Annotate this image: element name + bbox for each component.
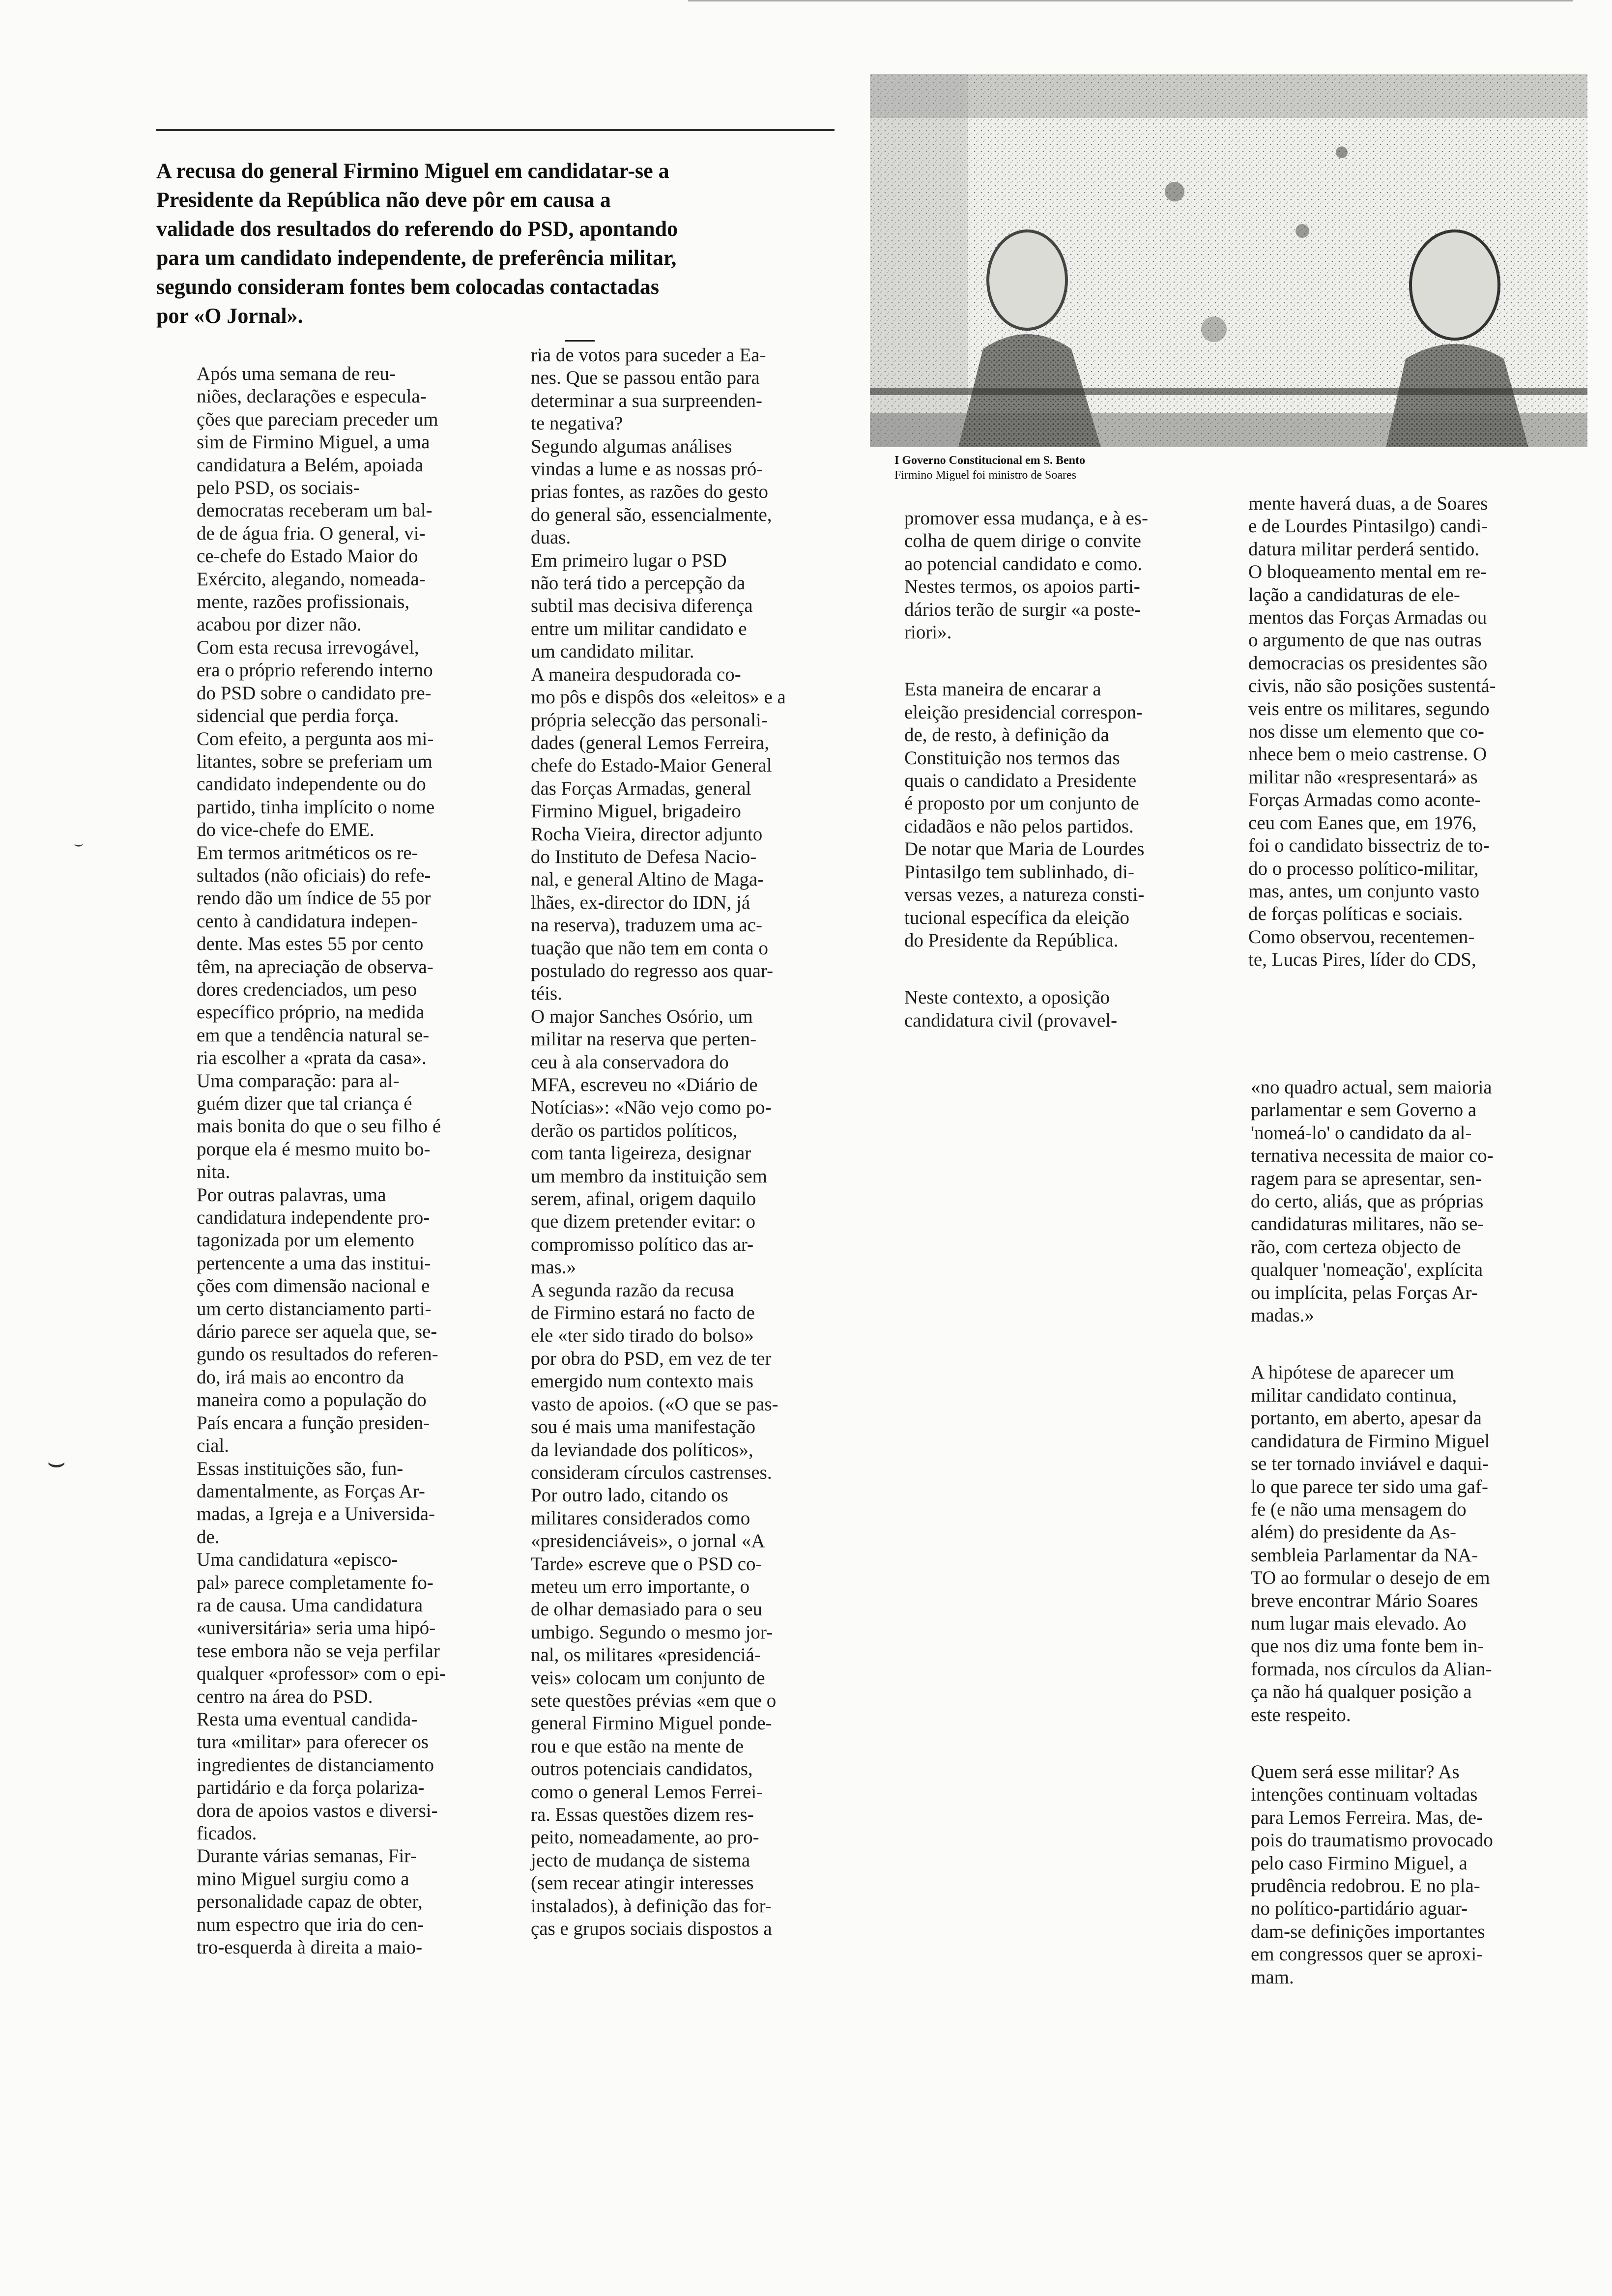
text-line: mente, razões profissionais, [197,591,410,613]
news-photo-image [870,74,1587,447]
caption-line-1: I Governo Constitucional em S. Bento [894,454,1086,467]
text-line: Nestes termos, os apoios parti- [904,576,1140,598]
text-line: datura militar perderá sentido. [1248,538,1479,560]
text-line: do PSD sobre o candidato pre- [197,682,432,704]
text-line: militares considerados como [531,1507,750,1529]
text-line: general Firmino Miguel ponde- [531,1713,772,1734]
lead-line: por «O Jornal». [156,304,303,328]
text-line: Neste contexto, a oposição [904,987,1110,1008]
news-photo [870,74,1587,447]
text-line: do, irá mais ao encontro da [197,1366,404,1388]
text-line: sim de Firmino Miguel, a uma [197,431,430,453]
text-line: Após uma semana de reu- [197,363,396,384]
text-line: nos disse um elemento que co- [1248,721,1484,743]
text-line: ceu à ala conservadora do [531,1051,729,1073]
text-line: mentos das Forças Armadas ou [1248,607,1487,629]
text-line: meteu um erro importante, o [531,1576,750,1597]
text-line: tura «militar» para oferecer os [197,1731,429,1753]
text-line: maneira como a população do [197,1389,427,1411]
text-line: que nos diz uma fonte bem in- [1251,1636,1484,1657]
text-line: madas, a Igreja e a Universida- [197,1503,435,1525]
top-rule-left [156,129,835,131]
paragraph [197,363,446,636]
text-line: O bloqueamento mental em re- [1248,561,1487,583]
text-line: (sem recear atingir interesses [531,1872,754,1894]
text-line: mo pôs e dispôs dos «eleitos» e a [531,687,786,708]
text-line: A hipótese de aparecer um [1251,1362,1454,1383]
scan-mark-glyph: ⌣ [74,835,84,853]
scan-mark-arc: ⌣ [47,1445,66,1479]
paragraph [531,344,786,435]
text-line: pois do traumatismo provocado [1251,1830,1493,1851]
text-line: democratas receberam um bal- [197,500,432,521]
text-line: veis entre os militares, segundo [1248,698,1490,719]
text-line: era o próprio referendo interno [197,660,433,681]
text-line: formada, nos círculos da Alian- [1251,1658,1492,1680]
text-line: cial. [197,1435,230,1457]
paragraph [1251,1361,1494,1726]
text-line: militar não «respresentará» as [1248,766,1478,788]
text-line: Por outro lado, citando os [531,1485,728,1506]
text-line: tese embora não se veja perfilar [197,1640,440,1662]
paragraph [904,678,1148,952]
text-line: Como observou, recentemen- [1248,926,1475,947]
text-line: do Instituto de Defesa Nacio- [531,846,757,867]
text-line: compromisso político das ar- [531,1234,754,1255]
text-line: ria de votos para suceder a Ea- [531,344,766,366]
text-line: candidato independente ou do [197,774,426,795]
text-line: postulado do regresso aos quar- [531,960,774,981]
text-line: promover essa mudança, e à es- [904,508,1148,529]
text-line: Com esta recusa irrevogável, [197,636,419,658]
text-line: que dizem pretender evitar: o [531,1211,755,1233]
text-line: candidatura independente pro- [197,1207,430,1229]
text-line: duas. [531,527,571,548]
text-line: breve encontrar Mário Soares [1251,1590,1478,1611]
text-line: TO ao formular o desejo de em [1251,1567,1490,1589]
text-line: mente haverá duas, a de Soares [1248,493,1488,514]
text-line: subtil mas decisiva diferença [531,595,753,617]
text-line: O major Sanches Osório, um [531,1005,753,1027]
text-line: guém dizer que tal criança é [197,1093,412,1114]
text-line: com tanta ligeireza, designar [531,1143,751,1164]
paragraph [197,842,446,1184]
text-line: num lugar mais elevado. Ao [1251,1612,1467,1634]
text-line: Durante várias semanas, Fir- [197,1845,417,1867]
text-line: como o general Lemos Ferrei- [531,1781,763,1803]
text-line: na reserva), traduzem uma ac- [531,915,762,936]
column-5 [1251,1076,1494,1989]
text-line: em congressos quer se aproxi- [1251,1944,1483,1965]
text-line: ra. Essas questões dizem res- [531,1804,754,1825]
text-line: partido, tinha implícito o nome [197,796,435,818]
text-line: este respeito. [1251,1704,1351,1725]
text-line: «presidenciáveis», o jornal «A [531,1530,765,1552]
text-line: niões, declarações e especula- [197,386,427,407]
text-line: fe (e não uma mensagem do [1251,1498,1467,1520]
paragraph [197,1845,446,1959]
text-line: democracias os presidentes são [1248,652,1488,674]
text-line: ficados. [197,1823,257,1844]
text-line: A maneira despudorada co- [531,663,741,685]
text-line: damentalmente, as Forças Ar- [197,1480,425,1502]
text-line: Essas instituições são, fun- [197,1458,403,1479]
text-line: para Lemos Ferreira. Mas, de- [1251,1807,1483,1828]
text-line: tagonizada por um elemento [197,1230,414,1251]
text-line: própria selecção das personali- [531,709,768,731]
text-line: ções que pareciam preceder um [197,408,438,430]
paragraph [904,986,1148,1032]
text-line: ingredientes de distanciamento [197,1754,434,1776]
text-line: de de água fria. O general, vi- [197,522,426,544]
text-line: Com efeito, a pergunta aos mi- [197,728,434,749]
paragraph [531,549,786,663]
paragraph [531,1484,786,1940]
text-line: se ter tornado inviável e daqui- [1251,1453,1489,1475]
text-line: nes. Que se passou então para [531,367,760,389]
text-line: lação a candidaturas de ele- [1248,584,1460,605]
paragraph [197,1184,446,1458]
text-line: dários terão de surgir «a poste- [904,599,1141,620]
paragraph [197,636,446,842]
text-line: Uma candidatura «episco- [197,1549,398,1571]
text-line: específico próprio, na medida [197,1002,425,1023]
text-line: mino Miguel surgiu como a [197,1868,409,1890]
text-line: foi o candidato bissectriz de to- [1248,835,1490,857]
text-line: mais bonita do que o seu filho é [197,1116,441,1137]
text-line: Esta maneira de encarar a [904,679,1101,700]
text-line: mas.» [531,1257,576,1278]
text-line: jecto de mudança de sistema [531,1849,750,1871]
text-line: Quem será esse militar? As [1251,1761,1460,1782]
text-line: por obra do PSD, em vez de ter [531,1348,772,1369]
text-line: rão, com certeza objecto de [1251,1236,1461,1258]
text-line: pelo PSD, os sociais- [197,477,360,499]
text-line: militar candidato continua, [1251,1384,1457,1406]
column-4 [1248,492,1496,972]
text-line: de olhar demasiado para o seu [531,1599,763,1620]
text-line: MFA, escreveu no «Diário de [531,1074,758,1095]
paragraph [197,1708,446,1845]
text-line: dente. Mas estes 55 por cento [197,933,424,955]
text-line: chefe do Estado-Maior General [531,755,772,776]
text-line: A segunda razão da recusa [531,1279,734,1301]
text-line: ternativa necessita de maior co- [1251,1145,1494,1167]
text-line: tucional específica da eleição [904,907,1129,928]
column-3 [904,507,1148,1032]
text-line: emergido num contexto mais [531,1371,754,1392]
paragraph [531,663,786,1005]
text-line: versas vezes, a natureza consti- [904,884,1145,906]
text-line: de, de resto, à definição da [904,724,1109,746]
text-line: lo que parece ter sido uma gaf- [1251,1476,1488,1497]
text-line: além) do presidente da As- [1251,1521,1457,1543]
text-line: Em primeiro lugar o PSD [531,549,727,571]
text-line: num espectro que iria do cen- [197,1914,424,1935]
text-line: dores credenciados, um peso [197,978,417,1000]
text-line: um certo distanciamento parti- [197,1298,432,1320]
text-line: nal, e general Altino de Maga- [531,869,764,890]
paragraph [1248,492,1496,561]
text-line: Em termos aritméticos os re- [197,842,418,863]
text-line: instalados), à definição das for- [531,1895,772,1917]
lead-line: segundo consideram fontes bem colocadas contactadas [156,275,659,299]
text-line: riori». [904,622,952,643]
text-line: tuação que não tem em conta o [531,937,768,959]
text-line: País encara a função presiden- [197,1412,430,1434]
caption-line-2: Firmino Miguel foi ministro de Soares [894,469,1076,482]
text-line: cento à candidatura indepen- [197,910,418,932]
text-line: sembleia Parlamentar da NA- [1251,1544,1478,1566]
text-line: ele «ter sido tirado do bolso» [531,1325,754,1347]
text-line: qualquer «professor» com o epi- [197,1663,446,1685]
text-line: é proposto por um conjunto de [904,793,1139,814]
text-line: militar na reserva que perten- [531,1029,757,1050]
column-1 [197,363,446,1959]
lead-line: Presidente da República não deve pôr em causa a [156,188,611,212]
paragraph [904,507,1148,644]
text-line: ções com dimensão nacional e [197,1275,430,1297]
text-line: de. [197,1526,220,1548]
text-line: Tarde» escreve que o PSD co- [531,1553,762,1575]
text-line: téis. [531,983,562,1004]
text-line: «no quadro actual, sem maioria [1251,1077,1492,1098]
text-line: ças e grupos sociais dispostos a [531,1918,772,1940]
text-line: veis» colocam um conjunto de [531,1667,765,1689]
text-line: prias fontes, as razões do gesto [531,481,769,503]
text-line: dora de apoios vastos e diversi- [197,1800,438,1821]
paragraph [531,1279,786,1485]
lead-line: para um candidato independente, de preferência militar, [156,246,677,270]
text-line: dades (general Lemos Ferreira, [531,732,770,753]
text-line: do o processo político-militar, [1248,858,1479,879]
lead-line: validade dos resultados do referendo do PSD, apontando [156,217,678,241]
paragraph [1248,561,1496,926]
text-line: te, Lucas Pires, líder do CDS, [1248,949,1476,971]
text-line: Rocha Vieira, director adjunto [531,823,763,845]
text-line: mam. [1251,1966,1294,1988]
text-line: nhece bem o meio castrense. O [1248,744,1487,765]
text-line: do general são, essencialmente, [531,504,772,525]
text-line: das Forças Armadas, general [531,777,751,799]
top-edge-rule [688,0,1573,1]
text-line: dam-se definições importantes [1251,1921,1485,1942]
text-line: porque ela é mesmo muito bo- [197,1138,431,1160]
text-line: candidatura civil (provavel- [904,1009,1118,1031]
text-line: pertencente a uma das institui- [197,1252,431,1274]
text-line: outros potenciais candidatos, [531,1758,753,1780]
text-line: civis, não são posições sustentá- [1248,675,1496,697]
text-line: ao potencial candidato e como. [904,553,1143,574]
text-line: vasto de apoios. («O que se pas- [531,1393,778,1415]
text-line: Exército, alegando, nomeada- [197,568,426,590]
text-line: rou e que estão na mente de [531,1735,744,1757]
text-line: do Presidente da República. [904,929,1119,951]
text-line: nita. [197,1161,230,1183]
text-line: no político-partidário aguar- [1251,1898,1468,1920]
paragraph [197,1458,446,1549]
text-line: do vice-chefe do EME. [197,819,374,841]
text-line: Uma comparação: para al- [197,1070,400,1091]
text-line: sidencial que perdia força. [197,705,399,727]
text-line: não terá tido a percepção da [531,573,746,594]
text-line: serem, afinal, origem daquilo [531,1188,756,1210]
text-line: Constituição nos termos das [904,747,1120,769]
text-line: Firmino Miguel, brigadeiro [531,801,741,822]
paragraph [1248,926,1496,972]
text-line: candidatura a Belém, apoiada [197,454,424,476]
text-line: entre um militar candidato e [531,618,747,639]
text-line: ragem para se apresentar, sen- [1251,1168,1482,1189]
column-2 [531,344,786,1940]
text-line: Notícias»: «Não vejo como po- [531,1097,772,1119]
text-line: um candidato militar. [531,641,694,662]
text-line: cidadãos e não pelos partidos. [904,815,1134,837]
text-line: consideram círculos castrenses. [531,1462,772,1483]
text-line: candidatura de Firmino Miguel [1251,1430,1490,1452]
text-line: ça não há qualquer posição a [1251,1681,1472,1703]
text-line: sete questões prévias «em que o [531,1690,777,1711]
text-line: ria escolher a «prata da casa». [197,1047,427,1069]
text-line: ra de causa. Uma candidatura [197,1594,423,1616]
text-line: dário parece ser aquela que, se- [197,1321,437,1343]
text-line: vindas a lume e as nossas pró- [531,459,763,480]
text-line: madas.» [1251,1305,1314,1326]
text-line: rendo dão um índice de 55 por [197,888,431,909]
text-line: «universitária» seria uma hipó- [197,1617,436,1639]
text-line: te negativa? [531,413,623,434]
text-line: gundo os resultados do referen- [197,1344,438,1365]
text-line: de forças políticas e sociais. [1248,903,1463,925]
text-line: parlamentar e sem Governo a [1251,1099,1477,1121]
text-line: peito, nomeadamente, ao pro- [531,1827,759,1848]
text-line: Por outras palavras, uma [197,1184,386,1205]
text-line: nal, os militares «presidenciá- [531,1644,761,1666]
text-line: personalidade capaz de obter, [197,1891,423,1913]
paragraph [1251,1761,1494,1989]
text-line: partidário e da força polariza- [197,1777,425,1799]
text-line: intenções continuam voltadas [1251,1784,1478,1806]
text-line: em que a tendência natural se- [197,1024,430,1046]
text-line: pal» parece completamente fo- [197,1572,433,1593]
text-line: determinar a sua surpreenden- [531,390,763,411]
text-line: ou implícita, pelas Forças Ar- [1251,1282,1478,1303]
text-line: candidaturas militares, não se- [1251,1213,1484,1235]
text-line: litantes, sobre se preferiam um [197,750,432,772]
text-line: lhães, ex-director do IDN, já [531,891,750,913]
text-line: centro na área do PSD. [197,1686,373,1707]
column-2-top-rule [565,340,595,342]
text-line: eleição presidencial correspon- [904,701,1143,723]
text-line: um membro da instituição sem [531,1165,767,1187]
text-line: quais o candidato a Presidente [904,770,1137,792]
text-line: sultados (não oficiais) do refe- [197,864,431,886]
text-line: 'nomeá-lo' o candidato da al- [1251,1122,1472,1144]
paragraph [531,435,786,549]
text-line: qualquer 'nomeação', explícita [1251,1259,1483,1281]
text-line: ce-chefe do Estado Maior do [197,545,418,567]
text-line: mas, antes, um conjunto vasto [1248,880,1480,902]
lead-paragraph [156,156,835,330]
text-line: ceu com Eanes que, em 1976, [1248,812,1477,833]
text-line: têm, na apreciação de observa- [197,956,433,977]
text-line: Forças Armadas como aconte- [1248,789,1481,811]
text-line: Segundo algumas análises [531,435,732,457]
text-line: De notar que Maria de Lourdes [904,838,1145,860]
text-line: colha de quem dirige o convite [904,530,1141,552]
lead-line: A recusa do general Firmino Miguel em candidatar-se a [156,159,669,183]
text-line: e de Lourdes Pintasilgo) candi- [1248,516,1488,537]
photo-caption [894,453,1085,483]
paragraph [531,1005,786,1279]
text-line: pelo caso Firmino Miguel, a [1251,1852,1468,1874]
text-line: de Firmino estará no facto de [531,1302,755,1324]
text-line: da leviandade dos políticos», [531,1439,753,1461]
text-line: do certo, aliás, que as próprias [1251,1191,1484,1212]
text-line: portanto, em aberto, apesar da [1251,1407,1482,1429]
text-line: prudência redobrou. E no pla- [1251,1875,1480,1896]
paragraph [197,1549,446,1708]
text-line: derão os partidos políticos, [531,1119,738,1141]
text-line: Resta uma eventual candida- [197,1708,418,1730]
paragraph [1251,1076,1494,1327]
text-line: umbigo. Segundo o mesmo jor- [531,1621,773,1643]
text-line: acabou por dizer não. [197,614,362,635]
text-line: tro-esquerda à direita a maio- [197,1937,423,1958]
text-line: o argumento de que nas outras [1248,630,1482,651]
text-line: Pintasilgo tem sublinhado, di- [904,861,1134,883]
text-line: sou é mais uma manifestação [531,1416,756,1438]
